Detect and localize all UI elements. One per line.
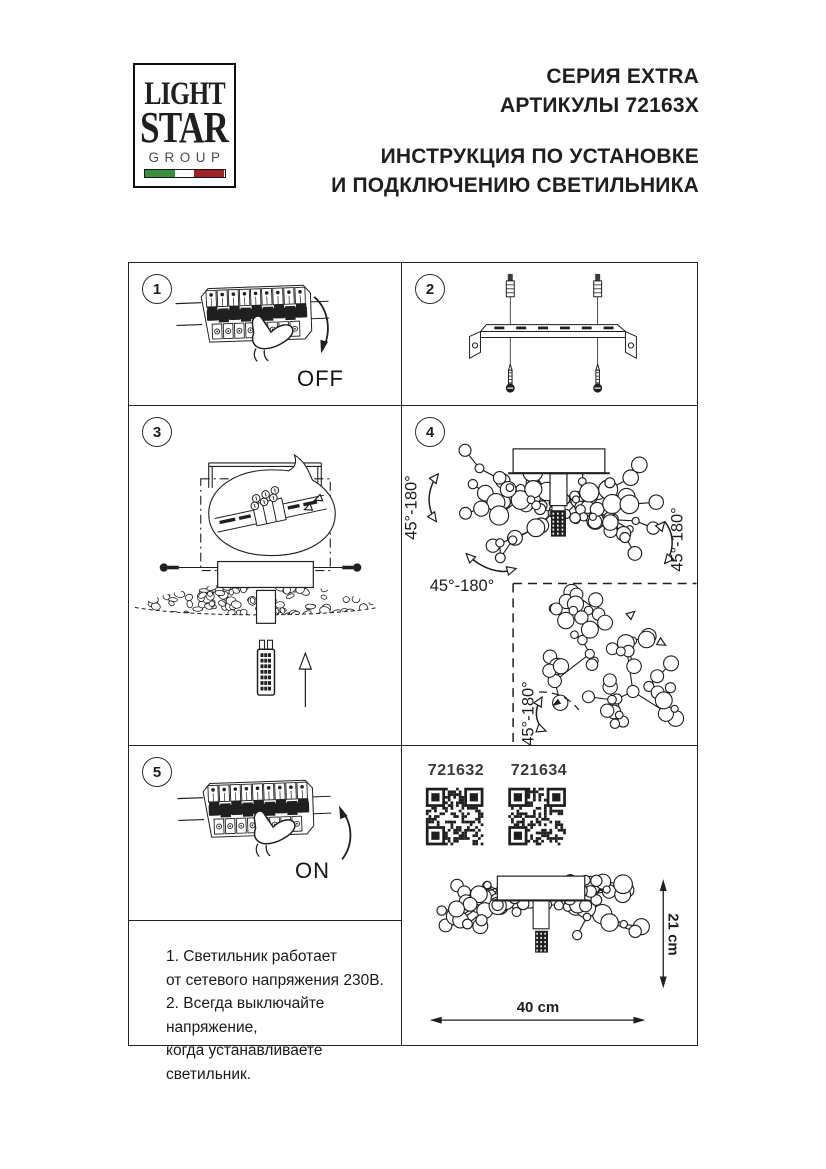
instruction-title <box>331 142 699 200</box>
molecule-cluster-top-view <box>543 584 684 728</box>
dimension-width-label: 40 cm <box>516 999 560 1016</box>
italian-flag-stripe <box>144 169 226 178</box>
rotation-angle-label: 45°-180° <box>402 475 421 540</box>
dimension-height-label: 21 cm <box>664 913 682 956</box>
step-3-panel <box>129 406 402 746</box>
mounting-bracket-diagram <box>402 263 697 405</box>
note-line: 1. Светильник работает <box>166 948 337 965</box>
logo-group-text: GROUP <box>148 150 226 165</box>
series-title: СЕРИЯ EXTRA <box>546 65 699 88</box>
logo-light-text: LIGHT <box>144 76 225 112</box>
rotation-angle-label: 45°-180° <box>429 577 495 595</box>
qr-code-721634 <box>508 788 566 846</box>
articles-title: АРТИКУЛЫ 72163X <box>500 94 699 117</box>
safety-notes <box>166 945 401 1086</box>
rotation-angle-label: 45°-180° <box>519 681 538 746</box>
note-line: когда устанавливаете светильник. <box>166 1042 323 1083</box>
instruction-title-line1: ИНСТРУКЦИЯ ПО УСТАНОВКЕ <box>380 145 699 168</box>
rotation-adjustment-diagram <box>402 406 697 745</box>
step-number-badge: 2 <box>415 274 445 304</box>
product-article-721634: 721634 <box>510 762 568 779</box>
step-number-badge: 5 <box>142 757 172 787</box>
step-number-badge: 3 <box>142 417 172 447</box>
brand-logo <box>133 63 236 188</box>
instruction-grid <box>128 262 698 1083</box>
wiring-and-canopy-diagram <box>129 406 401 745</box>
step-number-badge: 1 <box>142 274 172 304</box>
step-4-panel <box>402 406 697 746</box>
instruction-title-line2: И ПОДКЛЮЧЕНИЮ СВЕТИЛЬНИКА <box>331 174 699 197</box>
flag-green-segment <box>145 170 175 177</box>
header-titles <box>331 62 699 200</box>
flag-white-segment <box>175 170 194 177</box>
logo-star-text: STAR <box>140 103 229 152</box>
notes-panel <box>129 921 402 1083</box>
off-label: OFF <box>297 366 344 391</box>
note-line: от сетевого напряжения 230В. <box>166 971 384 989</box>
step-5-panel <box>129 746 402 921</box>
step-1-panel <box>129 263 402 406</box>
note-line: 2. Всегда выключайте напряжение, <box>166 995 325 1036</box>
qr-code-721632 <box>426 788 484 846</box>
on-label: ON <box>295 858 330 883</box>
step-2-panel <box>402 263 697 406</box>
step-number-badge: 4 <box>415 417 445 447</box>
flag-red-segment <box>194 170 224 177</box>
product-article-721632: 721632 <box>427 762 485 779</box>
rotation-angle-label: 45°-180° <box>668 507 687 572</box>
products-panel <box>402 746 697 1045</box>
